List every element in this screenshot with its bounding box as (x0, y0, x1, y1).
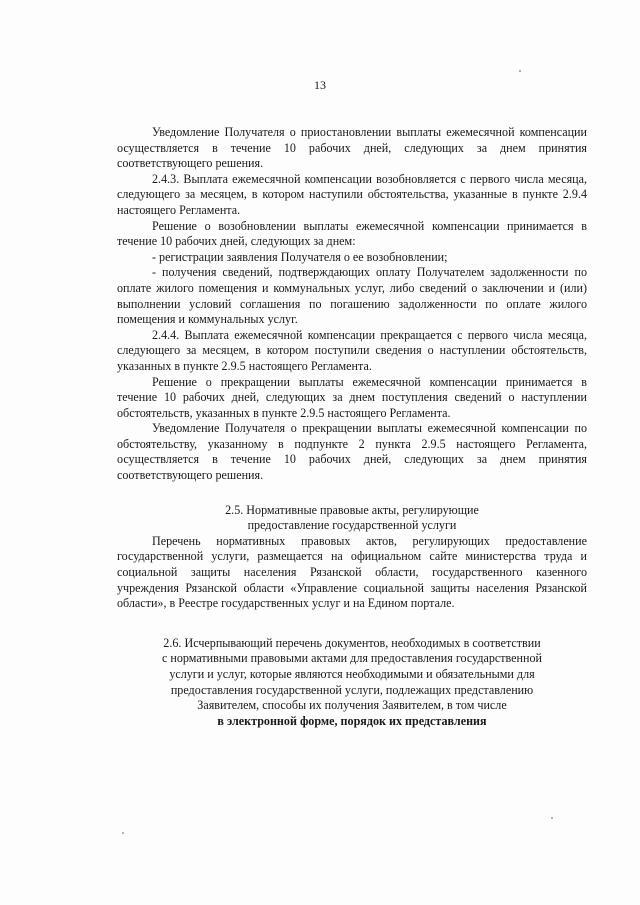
section-2-5-title-line1: 2.5. Нормативные правовые акты, регулирующие (225, 502, 479, 517)
section-2-5-body: Перечень нормативных правовых актов, регулирующих предоставление государственной услуги, размещается на официальном сайте министерства труда и социальной защиты населения Рязанской области, государственного казенного учреждения Рязанской области «Управление социальной защиты населения Рязанской области», в Реестре государственных услуг и на Едином портале. (117, 533, 587, 611)
page-number: 13 (314, 78, 326, 92)
scan-speck (122, 832, 124, 834)
section-2-6-title-line4: предоставления государственной услуги, подлежащих представлению (170, 682, 534, 697)
paragraph-notice-suspension: Уведомление Получателя о приостановлении выплаты ежемесячной компенсации осуществляется в течение 10 рабочих дней, следующих за днем принятия соответствующего решения. (117, 125, 587, 171)
list-item-payment-info: - получения сведений, подтверждающих оплату Получателем задолженности по оплате жилого помещения и коммунальных услуг, либо сведений о заключении и (или) выполнении условий соглашения по погашению задолженности по оплате жилого помещения и коммунальных услуг. (117, 265, 587, 327)
paragraph-termination-decision: Решение о прекращении выплаты ежемесячной компенсации принимается в течение 10 рабочих дней, следующих за днем поступления сведений о наступлении обстоятельств, указанных в пункте 2.9.5 настоящего Регламента. (117, 374, 587, 420)
section-2-6-title-line3: услуги и услуг, которые являются необходимыми и обязательными для (169, 667, 535, 681)
section-2-6-heading (117, 636, 587, 730)
scan-speck (551, 817, 553, 819)
section-2-6-title-line1: 2.6. Исчерпывающий перечень документов, необходимых в соответствии (163, 635, 541, 650)
section-2-5-heading (117, 503, 587, 534)
paragraph-notice-termination: Уведомление Получателя о прекращении выплаты ежемесячной компенсации по обстоятельству, указанному в подпункте 2 пункта 2.9.5 настоящего Регламента, осуществляется в течение 10 рабочих дней, следующих за днем принятия соответствующего решения. (117, 421, 587, 483)
paragraph-2-4-4: 2.4.4. Выплата ежемесячной компенсации прекращается с первого числа месяца, следующего за месяцем, в котором поступили сведения о наступлении обстоятельств, указанных в пункте 2.9.5 настоящего Регламента. (117, 327, 587, 373)
document-body (117, 125, 587, 729)
scan-speck (519, 70, 521, 72)
section-2-6-title-line5: Заявителем, способы их получения Заявителем, в том числе (197, 698, 507, 713)
section-2-6-title-line2: с нормативными правовыми актами для предоставления государственной (161, 651, 543, 666)
list-item-registration: - регистрации заявления Получателя о ее возобновлении; (152, 249, 448, 264)
section-2-5-title-line2: предоставление государственной услуги (247, 518, 457, 533)
paragraph-resume-decision: Решение о возобновлении выплаты ежемесячной компенсации принимается в течение 10 рабочих дней, следующих за днем: (117, 218, 587, 249)
section-2-6-title-line6: в электронной форме, порядок их представления (217, 713, 487, 728)
paragraph-2-4-3: 2.4.3. Выплата ежемесячной компенсации возобновляется с первого числа месяца, следующего за месяцем, в котором наступили обстоятельства, указанные в пункте 2.9.4 настоящего Регламента. (117, 171, 587, 217)
